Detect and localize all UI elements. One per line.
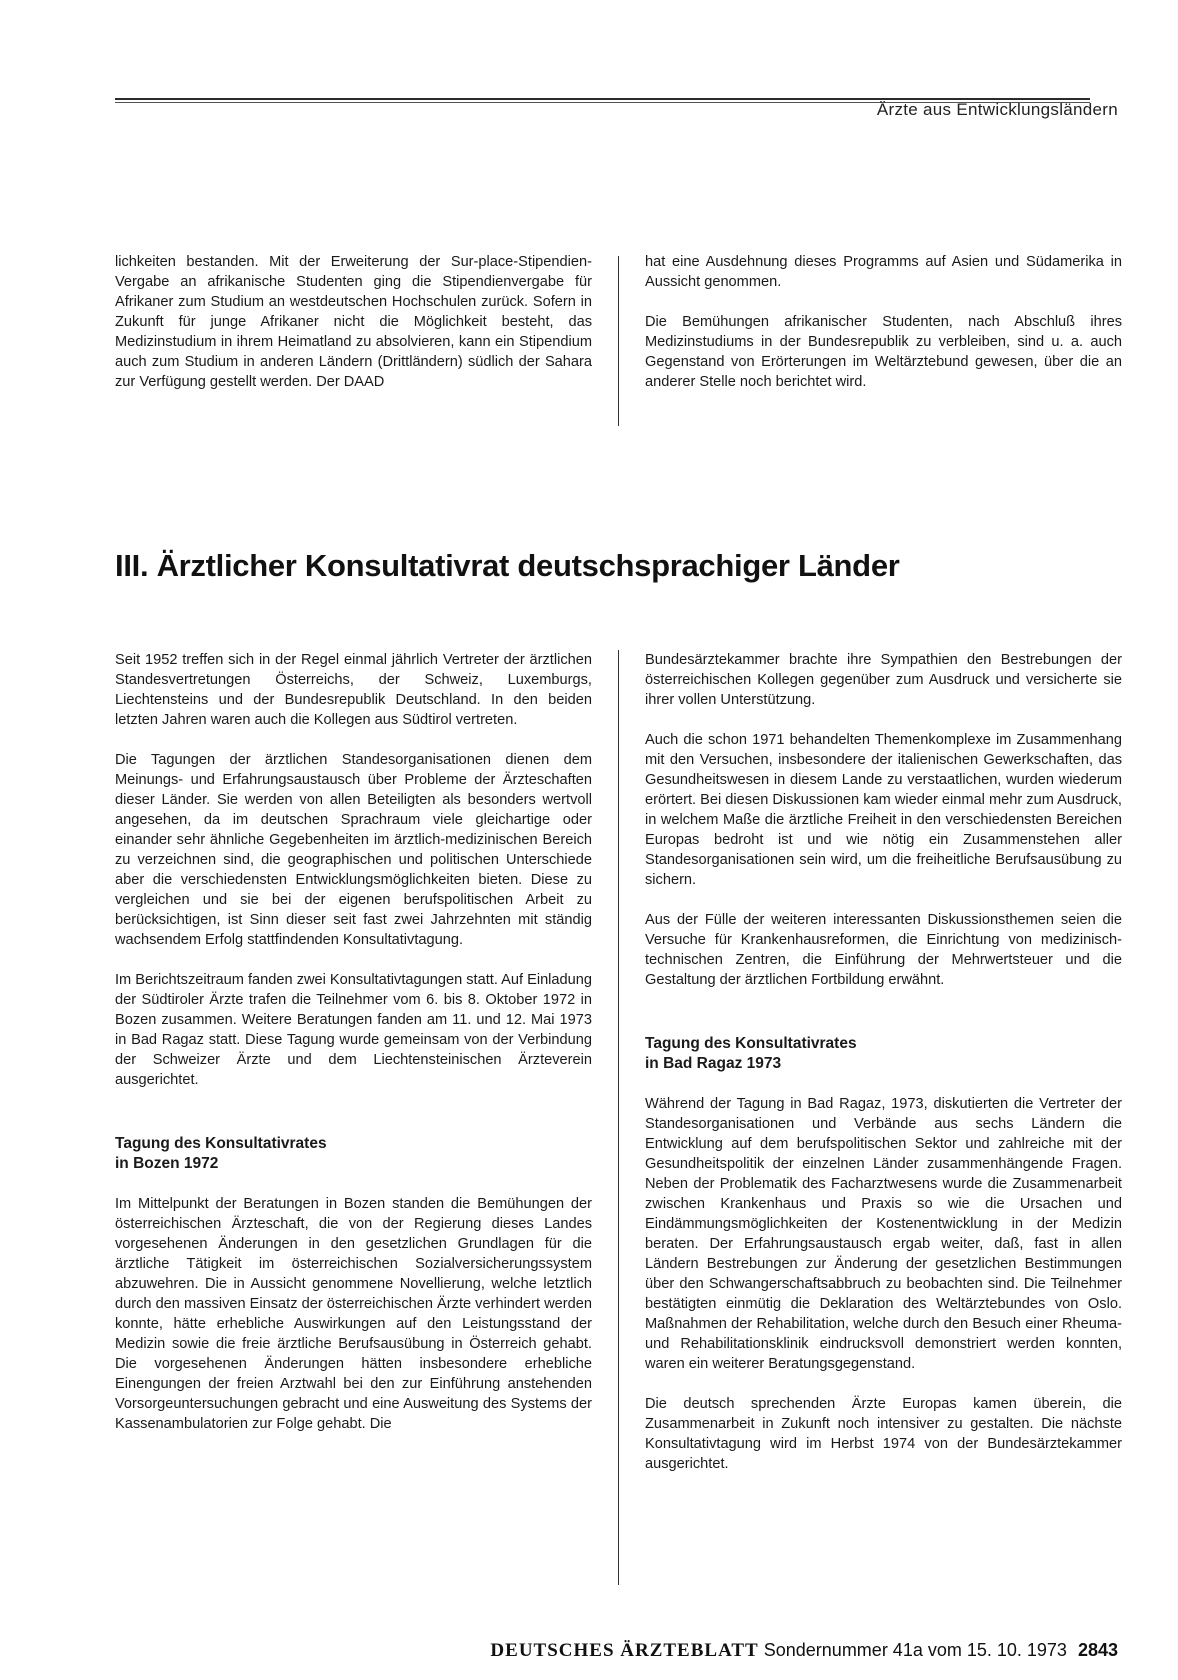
paragraph: Im Berichtszeitraum fanden zwei Konsultativtagungen statt. Auf Einladung der Südtiroler Ärzte trafen die Teilnehmer vom 6. bis 8. Oktober 1972 in Bozen zusammen. Weitere Beratungen fanden am 11. und 12. Mai 1973 in Bad Ragaz statt. Diese Tagung wurde gemeinsam von der Verbindung der Schweizer Ärzte und dem Liechtensteinischen Ärzteverein ausgerichtet. [115, 972, 593, 1088]
paragraph: lichkeiten bestanden. Mit der Erweiterung der Sur-place-Stipendien-Vergabe an afrikanische Studenten ging die Stipendienvergabe für Afrikaner zum Studium an westdeutschen Hochschulen zurück. Sofern in Zukunft für junge Afrikaner nicht die Möglichkeit besteht, das Medizinstudium in ihrem Heimatland zu absolvieren, kann ein Stipendium auch zum Studium in anderen Ländern (Drittländern) südlich der Sahara zur Verfügung gestellt werden. Der DAAD [115, 254, 592, 390]
subheading-bad-ragaz [645, 1034, 1122, 1074]
paragraph: Auch die schon 1971 behandelten Themenkomplexe im Zusammenhang mit den Versuchen, insbesondere der italienischen Gewerkschaften, das Gesundheitswesen in diesem Lande zu verstaatlichen, wurden wiederum erörtert. Bei diesen Diskussionen kam wieder einmal mehr zum Ausdruck, in welchem Maße die ärztliche Freiheit in den verschiedensten Bereichen Europas bedroht ist und wie nötig ein Zusammenstehen aller Standesorganisationen sein wird, um die freiheitliche Berufsausübung zu sichern. [645, 732, 1122, 888]
paragraph: Seit 1952 treffen sich in der Regel einmal jährlich Vertreter der ärztlichen Standesvertretungen Österreichs, der Schweiz, Luxemburgs, Liechtensteins und der Bundesrepublik Deutschland. In den beiden letzten Jahren waren auch die Kollegen aus Südtirol vertreten. [115, 652, 592, 728]
top-left-column [115, 252, 592, 392]
subheading-line: in Bad Ragaz 1973 [645, 1055, 782, 1072]
paragraph: Die deutsch sprechenden Ärzte Europas kamen überein, die Zusammenarbeit in Zukunft noch intensiver zu gestalten. Die nächste Konsultativtagung wird im Herbst 1974 von der Bundesärztekammer ausgerichtet. [645, 1396, 1122, 1472]
subheading-line: in Bozen 1972 [115, 1155, 219, 1172]
paragraph: Aus der Fülle der weiteren interessanten Diskussionsthemen seien die Versuche für Krankenhausreformen, die Einrichtung von medizinisch-technischen Zentren, die Einführung der Mehrwertsteuer und die Gestaltung der ärztlichen Fortbildung erwähnt. [645, 912, 1122, 988]
running-head: Ärzte aus Entwicklungsländern [876, 100, 1118, 119]
paragraph: Im Mittelpunkt der Beratungen in Bozen standen die Bemühungen der österreichischen Ärzteschaft, die von der Regierung dieses Landes vorgesehenen Änderungen in den gesetzlichen Grundlagen für die ärztliche Tätigkeit im österreichischen Sozialversicherungssystem abzuwehren. Die in Aussicht genommene Novellierung, welche letztlich durch den massiven Einsatz der österreichischen Ärzte verhindert werden konnte, hätte erhebliche Auswirkungen auf den Leistungsstand der Medizin sowie die freie ärztliche Berufsausübung in Österreich gehabt. Die vorgesehenen Änderungen hätten insbesondere erhebliche Einengungen der freien Arztwahl bei den zur Einführung anstehenden Vorsorgeuntersuchungen gebracht und eine Ausweitung des Systems der Kassenambulatorien zur Folge gehabt. Die [115, 1196, 592, 1432]
subheading-line: Tagung des Konsultativrates [645, 1035, 857, 1052]
paragraph: hat eine Ausdehnung dieses Programms auf Asien und Südamerika in Aussicht genommen. [645, 254, 1122, 290]
paragraph: Bundesärztekammer brachte ihre Sympathien den Bestrebungen der österreichischen Kollegen gegenüber zum Ausdruck und versicherte sie ihrer vollen Unterstützung. [645, 652, 1122, 708]
column-divider-bottom [618, 650, 619, 1585]
subheading-bozen [115, 1134, 592, 1174]
journal-name: DEUTSCHES ÄRZTEBLATT [490, 1640, 759, 1661]
page-footer [490, 1640, 1118, 1662]
issue-info: Sondernummer 41a vom 15. 10. 1973 [763, 1640, 1067, 1660]
paragraph: Während der Tagung in Bad Ragaz, 1973, diskutierten die Vertreter der Standesorganisationen und Verbände aus sechs Ländern die Entwicklung auf dem berufspolitischen Sektor und zahlreiche mit der Gesundheitspolitik der einzelnen Länder zusammenhängende Fragen. Neben der Problematik des Facharztwesens wurde die Zusammenarbeit zwischen Krankenhaus und Praxis so wie die Ursachen und Eindämmungsmöglichkeiten der Kostenentwicklung in der Medizin beraten. Der Erfahrungsaustausch ergab weiter, daß, fast in allen Ländern Bestrebungen zur Änderung der gesetzlichen Bestimmungen über den Schwangerschaftsabbruch zu beobachten sind. Die Teilnehmer bestätigten einmütig die Deklaration des Weltärztebundes von Oslo. Maßnahmen der Rehabilitation, welche durch den Besuch einer Rheuma- und Rehabilitationsklinik eindrucksvoll demonstriert werden konnten, waren ein weiterer Beratungsgegenstand. [645, 1096, 1122, 1372]
spacer [115, 1110, 592, 1134]
column-divider-top [618, 256, 619, 426]
subheading-line: Tagung des Konsultativrates [115, 1135, 327, 1152]
paragraph: Die Tagungen der ärztlichen Standesorganisationen dienen dem Meinungs- und Erfahrungsaustausch über Probleme der Ärzteschaften dieser Länder. Sie werden von allen Beteiligten als besonders wertvoll angesehen, da im deutschen Sprachraum viele gleichartige oder einander sehr ähnliche Gegebenheiten im ärztlich-medizinischen Bereich zu verzeichnen sind, die geographischen und politischen Unterschiede aber die verschiedensten Entwicklungsmöglichkeiten bieten. Diese zu vergleichen und sie bei der eigenen berufspolitischen Arbeit zu berücksichtigen, ist Sinn dieser seit fast zwei Jahrzehnten mit ständig wachsendem Erfolg stattfindenden Konsultativtagung. [115, 752, 592, 948]
paragraph: Die Bemühungen afrikanischer Studenten, nach Abschluß ihres Medizinstudiums in der Bundesrepublik zu verbleiben, sind u. a. auch Gegenstand von Erörterungen im Weltärztebund gewesen, über die an anderer Stelle noch berichtet wird. [645, 314, 1122, 390]
top-right-column [645, 252, 1122, 392]
right-column [645, 650, 1122, 1474]
spacer [645, 1010, 1122, 1034]
section-title: III. Ärztlicher Konsultativrat deutschsprachiger Länder [115, 548, 900, 583]
left-column [115, 650, 592, 1434]
page-number: 2843 [1077, 1640, 1118, 1660]
